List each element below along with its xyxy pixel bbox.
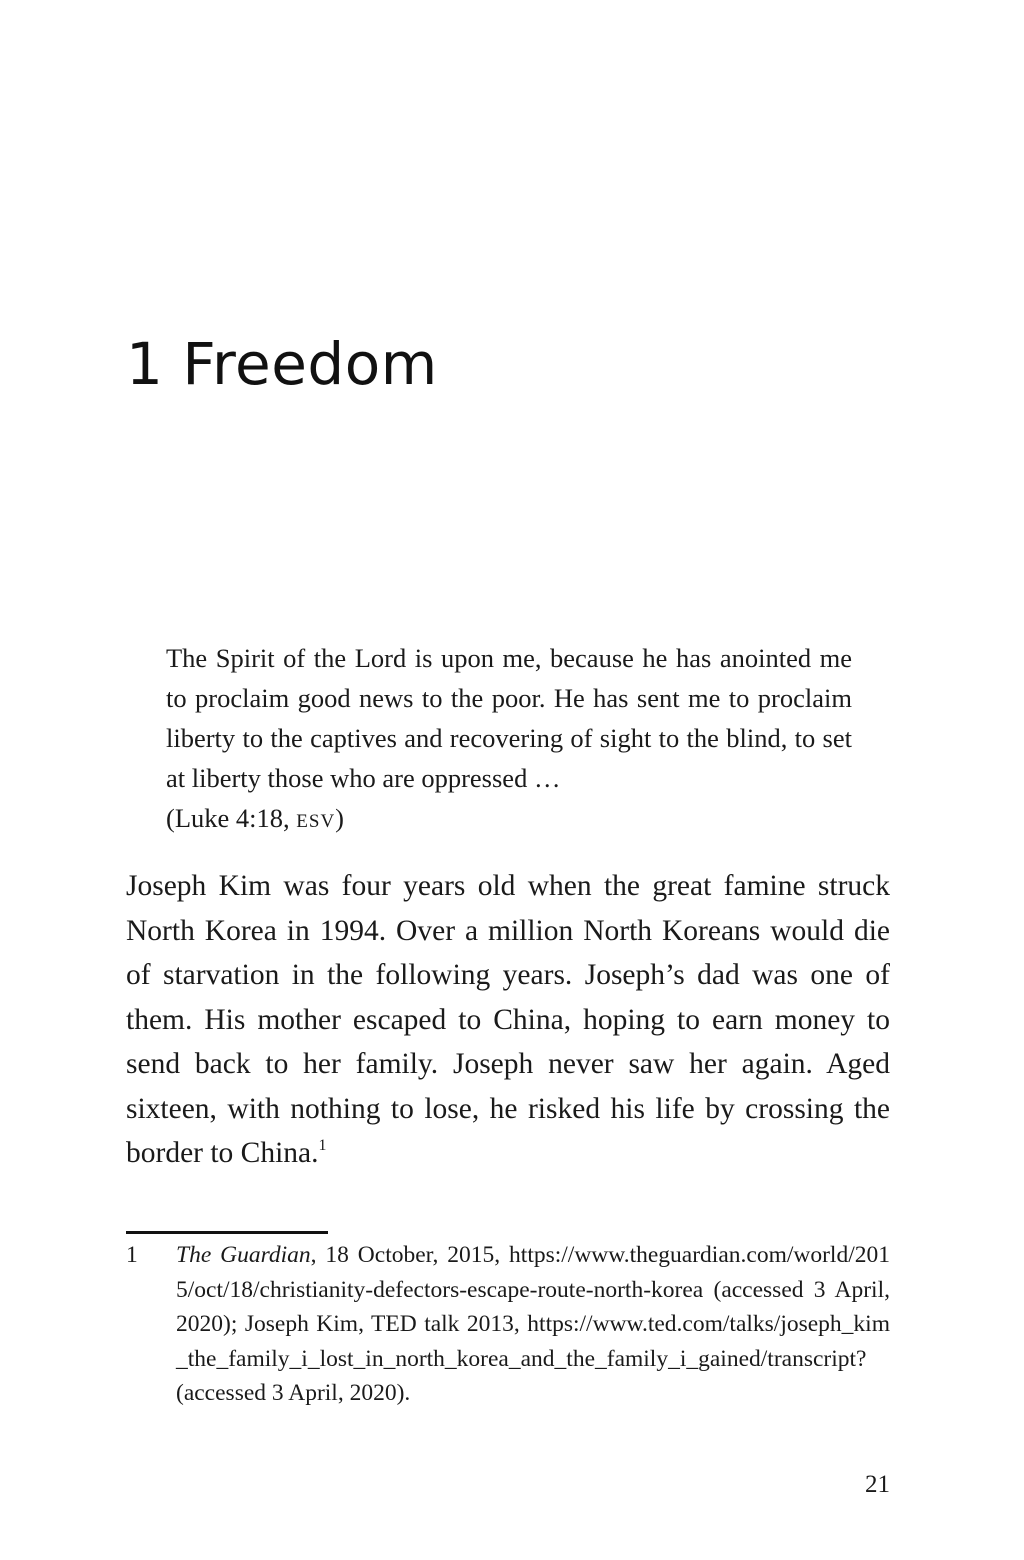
chapter-title: 1 Freedom — [126, 330, 438, 398]
footnote-reference[interactable]: 1 — [318, 1137, 327, 1154]
footnote-divider — [126, 1231, 328, 1234]
body-text: Joseph Kim was four years old when the great famine struck North Korea in 1994. Over a million North Koreans would die of starvation in the following years. Joseph’s dad was one of them. His mother escaped to China, hoping to earn money to send back to her family. Joseph never saw her again. Aged sixteen, with nothing to lose, he risked his life by crossing the border to China. — [126, 870, 890, 1169]
epigraph-citation — [166, 798, 852, 838]
epigraph — [166, 638, 852, 838]
footnote-number: 1 — [126, 1242, 138, 1268]
citation-prefix: (Luke 4:18, — [166, 803, 297, 833]
citation-version: esv — [296, 803, 336, 833]
epigraph-text: The Spirit of the Lord is upon me, because he has anointed me to proclaim good news to the poor. He has sent me to proclaim liberty to the captives and recovering of sight to the blind, to set at liberty those who are oppressed … — [166, 643, 852, 793]
footnote-body — [176, 1238, 890, 1411]
footnote — [126, 1238, 890, 1411]
page-number: 21 — [865, 1471, 890, 1498]
body-paragraph — [126, 864, 890, 1176]
footnote-text: , 18 October, 2015, https://www.theguardian.com/world/2015/oct/18/christianity-defectors-escape-route-north-korea (accessed 3 April, 2020); Joseph Kim, TED talk 2013, https://www.ted.com/talks/joseph_kim_the_family_i_lost_in_north_korea_and_the_family_i_gained/transcript? (accessed 3 April, 2020). — [176, 1242, 890, 1406]
footnote-source: The Guardian — [176, 1242, 311, 1268]
citation-suffix: ) — [335, 803, 344, 833]
